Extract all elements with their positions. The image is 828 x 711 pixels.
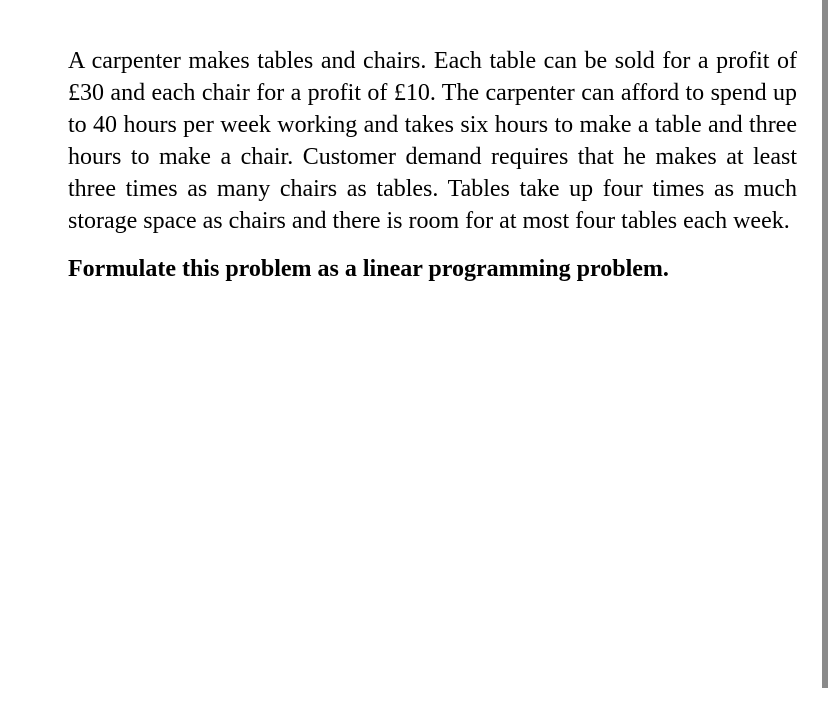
scrollbar[interactable] [822, 0, 828, 688]
question-block [68, 45, 797, 285]
question-instruction: Formulate this problem as a linear programming problem. [68, 256, 669, 282]
question-text: A carpenter makes tables and chairs. Each table can be sold for a profit of £30 and each chair for a profit of £10. The carpenter can afford to spend up to 40 hours per week working and takes six hours to make a table and three hours to make a chair. Customer demand requires that he makes at least three times as many chairs as tables. Tables take up four times as much storage space as chairs and there is room for at most four tables each week. [68, 48, 797, 234]
